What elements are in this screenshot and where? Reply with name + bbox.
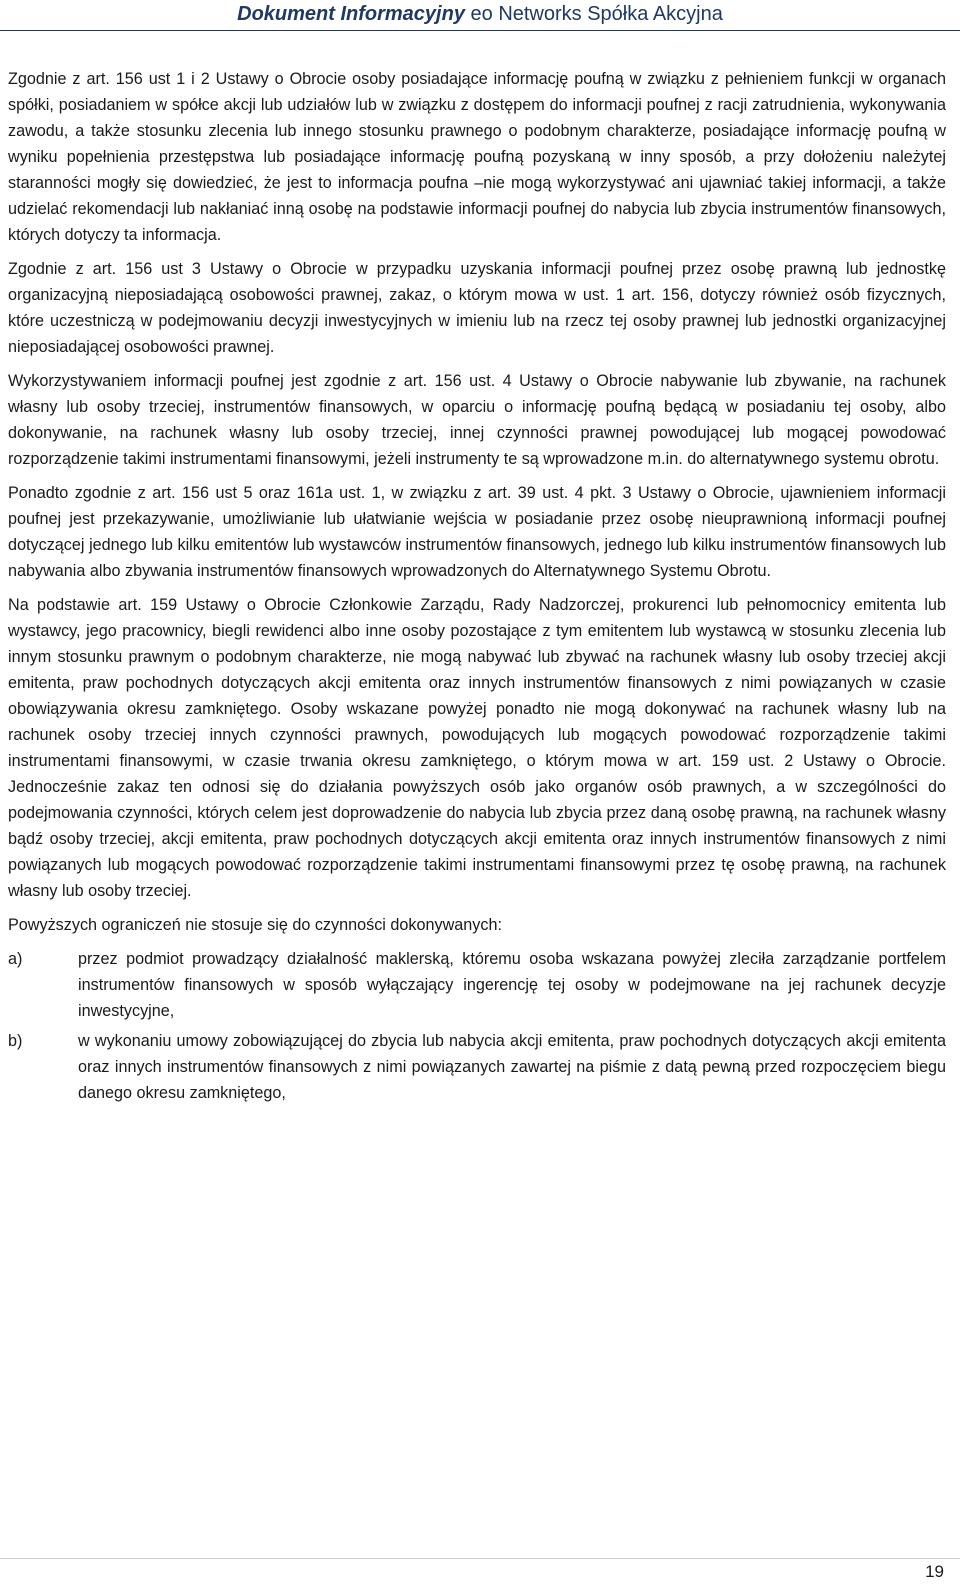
exceptions-list (8, 946, 946, 1106)
page-header (0, 0, 960, 38)
list-item-text: w wykonaniu umowy zobowiązującej do zbycia lub nabycia akcji emitenta, praw pochodnych dotyczących akcji emitenta oraz innych instrumentów finansowych z nimi powiązanych zawartej na piśmie z datą pewną przed rozpoczęciem biegu danego okresu zamkniętego, (78, 1032, 946, 1102)
header-title-bold: Dokument Informacyjny (237, 3, 465, 25)
list-item (8, 1028, 946, 1106)
list-item (8, 946, 946, 1024)
list-marker: b) (8, 1032, 23, 1050)
paragraph-art156-ust5: Ponadto zgodnie z art. 156 ust 5 oraz 161a ust. 1, w związku z art. 39 ust. 4 pkt. 3 Ustawy o Obrocie, ujawnieniem informacji poufnej jest przekazywanie, umożliwianie lub ułatwianie wejścia w posiadanie przez osobę nieuprawnioną informacji poufnej dotyczącej jednego lub kilku emitentów lub wystawców instrumentów finansowych, jednego lub kilku instrumentów finansowych lub nabywania albo zbywania instrumentów finansowych wprowadzonych do Alternatywnego Systemu Obrotu. (8, 484, 946, 580)
paragraph-art156-ust4: Wykorzystywaniem informacji poufnej jest zgodnie z art. 156 ust. 4 Ustawy o Obrocie nabywanie lub zbywanie, na rachunek własny lub osoby trzeciej, instrumentów finansowych, w oparciu o informację poufną będącą w posiadaniu tej osoby, albo dokonywanie, na rachunek własny lub osoby trzeciej, innej czynności prawnej powodującej lub mogącej powodować rozporządzenie takimi instrumentami finansowymi, jeżeli instrumenty te są wprowadzone m.in. do alternatywnego systemu obrotu. (8, 372, 946, 468)
list-marker: a) (8, 950, 23, 968)
footer-divider (0, 1558, 960, 1559)
list-item-text: przez podmiot prowadzący działalność maklerską, któremu osoba wskazana powyżej zleciła zarządzanie portfelem instrumentów finansowych w sposób wyłączający ingerencję tej osoby w podejmowane na jej rachunek decyzje inwestycyjne, (78, 950, 946, 1020)
paragraph-art159: Na podstawie art. 159 Ustawy o Obrocie Członkowie Zarządu, Rady Nadzorczej, prokurenci lub pełnomocnicy emitenta lub wystawcy, jego pracownicy, biegli rewidenci albo inne osoby pozostające z tym emitentem lub wystawcą w stosunku zlecenia lub innym stosunku prawnym o podobnym charakterze, nie mogą nabywać lub zbywać na rachunek własny lub osoby trzeciej akcji emitenta, praw pochodnych dotyczących akcji emitenta oraz innych instrumentów finansowych z nimi powiązanych w czasie obowiązywania okresu zamkniętego. Osoby wskazane powyżej ponadto nie mogą dokonywać na rachunek własny lub na rachunek osoby trzeciej innych czynności prawnych, powodujących lub mogących powodować rozporządzenie takimi instrumentami finansowymi, w czasie trwania okresu zamkniętego, o którym mowa w art. 159 ust. 2 Ustawy o Obrocie. Jednocześnie zakaz ten odnosi się do działania powyższych osób jako organów osób prawnych, a w szczególności do podejmowania czynności, których celem jest doprowadzenie do nabycia lub zbycia przez daną osobę prawną, na rachunek własny bądź osoby trzeciej, akcji emitenta, praw pochodnych dotyczących akcji emitenta oraz innych instrumentów finansowych z nimi powiązanych lub mogących powodować rozporządzenie takimi instrumentami finansowymi przez tę osobę prawną, na rachunek własny lub osoby trzeciej. (8, 596, 946, 900)
header-title-rest: eo Networks Spółka Akcyjna (464, 3, 723, 25)
page-number: 19 (925, 1562, 944, 1581)
paragraph-art156-ust3: Zgodnie z art. 156 ust 3 Ustawy o Obrocie w przypadku uzyskania informacji poufnej przez osobę prawną lub jednostkę organizacyjną nieposiadającą osobowości prawnej, zakaz, o którym mowa w ust. 1 art. 156, dotyczy również osób fizycznych, które uczestniczą w podejmowaniu decyzji inwestycyjnych w imieniu lub na rzecz tej osoby prawnej lub jednostki organizacyjnej nieposiadającej osobowości prawnej. (8, 260, 946, 356)
paragraph-exceptions-intro: Powyższych ograniczeń nie stosuje się do czynności dokonywanych: (8, 916, 502, 934)
header-divider (0, 30, 960, 31)
document-body (8, 66, 946, 1114)
paragraph-art156-ust1-2: Zgodnie z art. 156 ust 1 i 2 Ustawy o Obrocie osoby posiadające informację poufną w związku z pełnieniem funkcji w organach spółki, posiadaniem w spółce akcji lub udziałów lub w związku z dostępem do informacji poufnej z racji zatrudnienia, wykonywania zawodu, a także stosunku zlecenia lub innego stosunku prawnego o podobnym charakterze, posiadające informację poufną w wyniku popełnienia przestępstwa lub posiadające informację poufną pozyskaną w inny sposób, a przy dołożeniu należytej staranności mogły się dowiedzieć, że jest to informacja poufna –nie mogą wykorzystywać ani ujawniać takiej informacji, a także udzielać rekomendacji lub nakłaniać inną osobę na podstawie informacji poufnej do nabycia lub zbycia instrumentów finansowych, których dotyczy ta informacja. (8, 70, 946, 244)
